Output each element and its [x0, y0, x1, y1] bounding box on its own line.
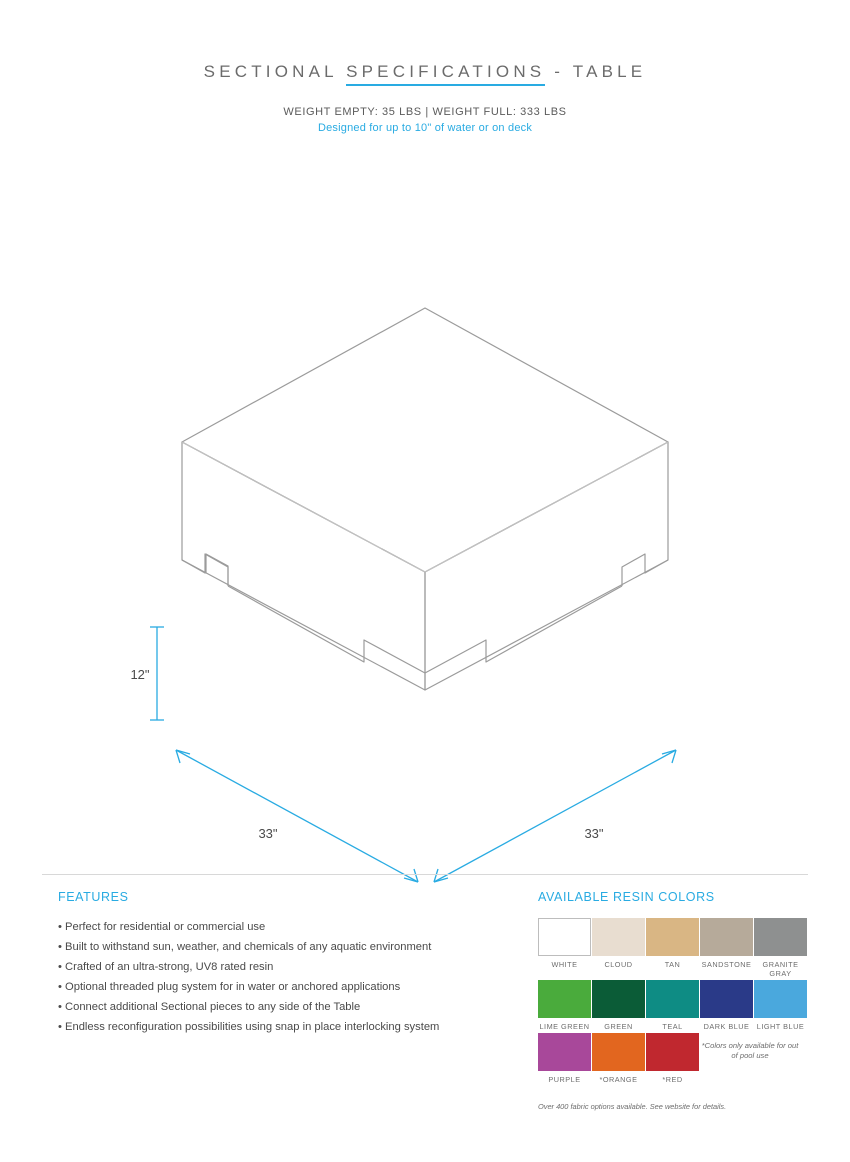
swatch-label: TEAL: [662, 1022, 683, 1031]
swatch-white: [538, 918, 591, 978]
swatch-label: GREEN: [604, 1022, 633, 1031]
asterisk-note: *Colors only available for out of pool use: [701, 1041, 799, 1060]
swatch-orange: [592, 1033, 645, 1084]
swatch-label: TAN: [664, 960, 681, 969]
list-item: • Perfect for residential or commercial use: [58, 921, 266, 933]
swatch-chip: [754, 980, 807, 1018]
swatch-lime-green: [538, 980, 591, 1031]
swatch-row: [538, 1033, 810, 1086]
swatch-chip: [538, 918, 591, 956]
swatch-chip: [700, 980, 753, 1018]
swatch-light-blue: [754, 980, 807, 1031]
swatch-teal: [646, 980, 699, 1031]
swatch-purple: [538, 1033, 591, 1084]
resin-colors-section: [538, 890, 810, 1111]
swatch-label: PURPLE: [548, 1075, 581, 1084]
swatch-row: [538, 918, 810, 980]
page-title-part-3: - TABLE: [545, 62, 647, 81]
swatch-row: [538, 980, 810, 1033]
list-item: • Connect additional Sectional pieces to any side of the Table: [58, 1001, 361, 1013]
swatch-chip: [754, 918, 807, 956]
swatch-sandstone: [700, 918, 753, 978]
swatch-chip: [538, 1033, 591, 1071]
features-section: [58, 890, 488, 1038]
usage-note: Designed for up to 10" of water or on deck: [317, 122, 533, 134]
list-item: • Crafted of an ultra-strong, UV8 rated resin: [58, 961, 274, 973]
swatch-label: *ORANGE: [599, 1075, 638, 1084]
swatch-chip: [646, 1033, 699, 1071]
page-title-part-1: SECTIONAL: [203, 62, 347, 81]
swatch-label: WHITE: [551, 960, 578, 969]
weight-specs: WEIGHT EMPTY: 35 LBS | WEIGHT FULL: 333 LBS: [283, 106, 567, 118]
swatch-chip: [700, 918, 753, 956]
swatch-chip: [646, 918, 699, 956]
swatch-red: [646, 1033, 699, 1084]
swatch-label: LIME GREEN: [539, 1022, 590, 1031]
features-heading: FEATURES: [58, 890, 129, 904]
resin-colors-heading: AVAILABLE RESIN COLORS: [538, 890, 715, 904]
product-drawing: [0, 242, 850, 841]
section-divider: [42, 874, 808, 875]
list-item: • Optional threaded plug system for in water or anchored applications: [58, 981, 401, 993]
swatch-chip: [538, 980, 591, 1018]
swatch-chip: [592, 980, 645, 1018]
page-title: [0, 62, 850, 82]
swatch-chip: [646, 980, 699, 1018]
swatch-granite-gray: [754, 918, 807, 978]
swatch-label: *RED: [662, 1075, 683, 1084]
swatch-dark-blue: [700, 980, 753, 1031]
swatch-label: GRANITE GRAY: [762, 960, 799, 978]
list-item: • Endless reconfiguration possibilities using snap in place interlocking system: [58, 1021, 440, 1033]
fabric-footnote: Over 400 fabric options available. See website for details.: [538, 1102, 727, 1111]
swatch-cloud: [592, 918, 645, 978]
page-title-part-2: SPECIFICATIONS: [346, 62, 545, 86]
swatch-label: CLOUD: [604, 960, 633, 969]
swatch-label: DARK BLUE: [703, 1022, 750, 1031]
svg-text:12": 12": [130, 667, 150, 682]
swatch-label: SANDSTONE: [701, 960, 752, 969]
svg-text:33": 33": [584, 826, 604, 841]
swatch-label: LIGHT BLUE: [756, 1022, 805, 1031]
swatch-chip: [592, 918, 645, 956]
swatch-green: [592, 980, 645, 1031]
svg-text:33": 33": [258, 826, 278, 841]
list-item: • Built to withstand sun, weather, and chemicals of any aquatic environment: [58, 941, 432, 953]
swatch-tan: [646, 918, 699, 978]
swatch-chip: [592, 1033, 645, 1071]
